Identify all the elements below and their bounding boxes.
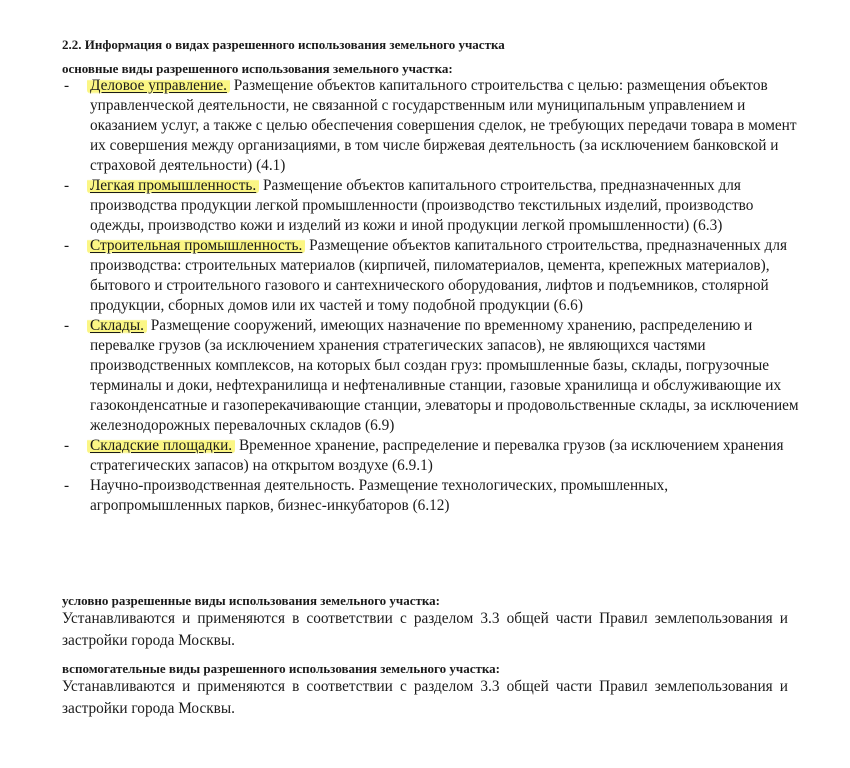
item-text: Размещение объектов капитального строительства, предназначенных для производства продукции легкой промышленности (производство текстильных изделий, производство одежды, производство кожи и изделий из кожи и иной продукции легкой промышленности) (6.3) [90, 177, 754, 234]
item-title: Научно-производственная деятельность. [90, 477, 355, 494]
highlighted-title: Складские площадки. [87, 437, 235, 454]
highlighted-title: Склады. [87, 317, 147, 334]
bullet-dash: - [64, 237, 70, 254]
list-item [62, 476, 802, 516]
item-text: Размещение объектов капитального строительства, предназначенных для производства: строительных материалов (кирпичей, пиломатериалов, цемента, крепежных материалов), бытового и строительного газового и сантехнического оборудования, лифтов и подъемников, столярной продукции, сборных домов или их частей и тому подобной продукции (6.6) [90, 237, 788, 314]
section-heading: 2.2. Информация о видах разрешенного использования земельного участка [62, 37, 505, 52]
bullet-dash: - [64, 77, 70, 94]
main-uses-heading: основные виды разрешенного использования земельного участка: [62, 61, 453, 76]
item-text: Размещение технологических, промышленных, агропромышленных парков, бизнес-инкубаторов (6.12) [90, 477, 669, 514]
list-item [62, 436, 802, 476]
list-item [62, 76, 802, 176]
conditional-uses-text: Устанавливаются и применяются в соответствии с разделом 3.3 общей части Правил землепользования и застройки города Москвы. [62, 610, 788, 649]
item-text: Размещение объектов капитального строительства с целью: размещения объектов управленческой деятельности, не связанной с государственным или муниципальным управлением и оказанием услуг, а также с целью обеспечения совершения сделок, не требующих передачи товара в момент их совершения между организациями, в том числе биржевая деятельность (за исключением банковской и страховой деятельности) (4.1) [90, 77, 797, 174]
auxiliary-uses-heading: вспомогательные виды разрешенного использования земельного участка: [62, 661, 500, 676]
highlighted-title: Деловое управление. [87, 77, 230, 94]
bullet-dash: - [64, 477, 70, 494]
main-uses-list [62, 76, 802, 516]
bullet-dash: - [64, 317, 70, 334]
list-item [62, 236, 802, 316]
item-text: Размещение сооружений, имеющих назначение по временному хранению, распределению и перевалке грузов (за исключением хранения стратегических запасов), не являющихся частями производственных комплексов, на которых был создан груз: промышленные базы, склады, погрузочные терминалы и доки, нефтехранилища и нефтеналивные станции, газовые хранилища и обслуживающие их газоконденсатные и газоперекачивающие станции, элеваторы и продовольственные склады, за исключением железнодорожных перевалочных складов (6.9) [90, 317, 799, 434]
highlighted-title: Легкая промышленность. [87, 177, 259, 194]
bullet-dash: - [64, 437, 70, 454]
item-text: Временное хранение, распределение и перевалка грузов (за исключением хранения стратегических запасов) на открытом воздухе (6.9.1) [90, 437, 784, 474]
conditional-uses-heading: условно разрешенные виды использования земельного участка: [62, 593, 441, 608]
highlighted-title: Строительная промышленность. [87, 237, 305, 254]
bullet-dash: - [64, 177, 70, 194]
list-item [62, 316, 802, 436]
auxiliary-uses-text: Устанавливаются и применяются в соответствии с разделом 3.3 общей части Правил землепользования и застройки города Москвы. [62, 678, 788, 717]
list-item [62, 176, 802, 236]
